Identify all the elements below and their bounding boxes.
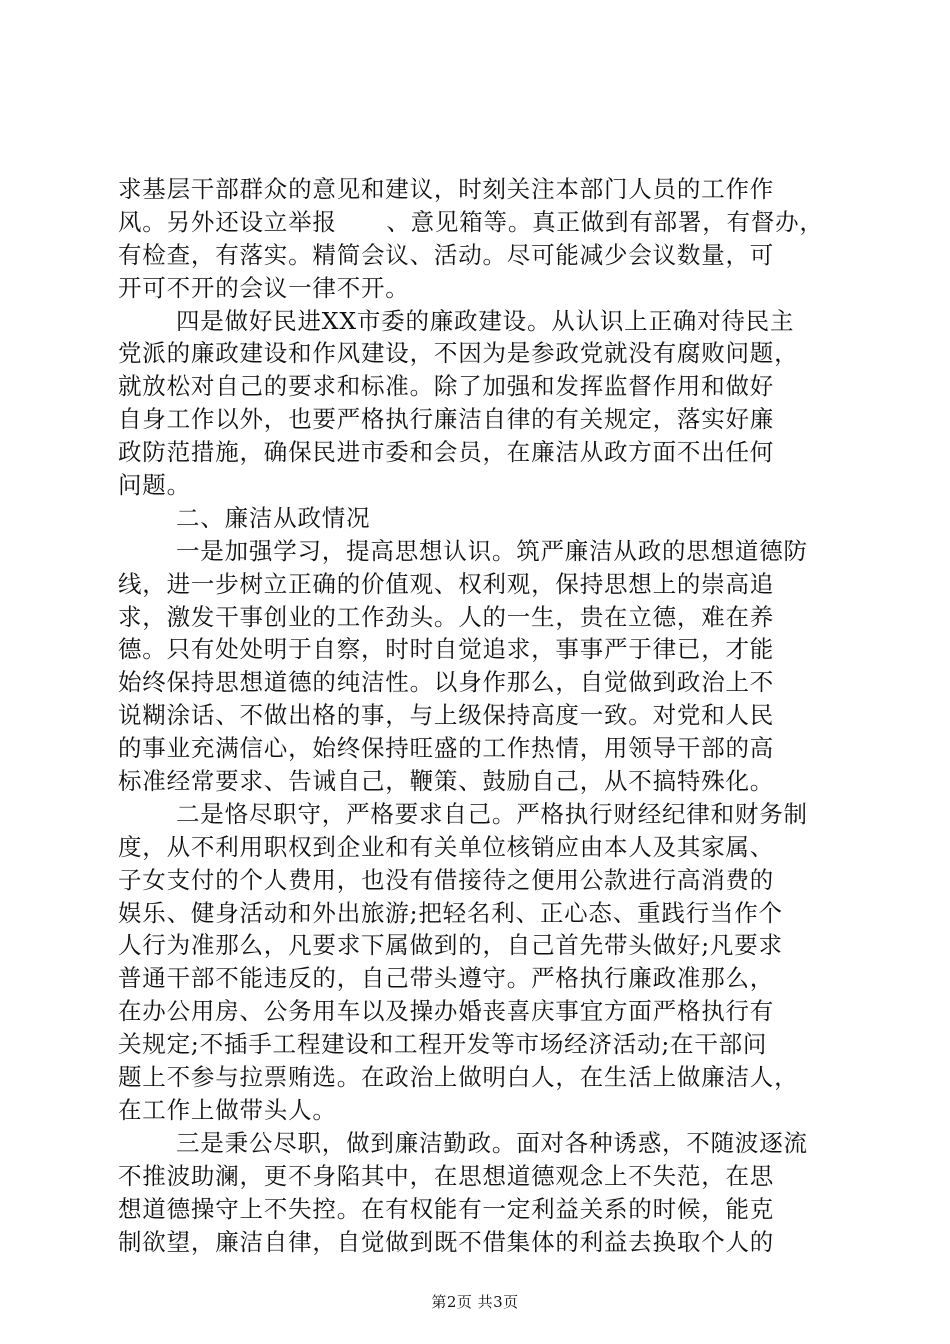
text-line: 制欲望，廉洁自律，自觉做到既不借集体的利益去换取个人的 [118,1227,775,1256]
text-line: 的事业充满信心，始终保持旺盛的工作热情，用领导干部的高 [118,734,775,763]
section-heading: 二、廉洁从政情况 [176,503,371,532]
text-line: 子女支付的个人费用，也没有借接待之便用公款进行高消费的 [118,865,775,894]
text-line: 普通干部不能违反的，自己带头遵守。严格执行廉政准那么， [118,964,775,993]
text-line: 想道德操守上不失控。在有权能有一定利益关系的时候，能克 [118,1194,775,1223]
text-line: 政防范措施，确保民进市委和会员，在廉洁从政方面不出任何 [118,438,775,467]
text-line: 人行为准那么，凡要求下属做到的，自己首先带头做好;凡要求 [118,931,783,960]
body-text [118,173,838,1258]
text-line: 开可不开的会议一律不开。 [118,273,410,302]
text-line: 题上不参与拉票贿选。在政治上做明白人，在生活上做廉洁人， [118,1063,799,1092]
text-line: 就放松对自己的要求和标准。除了加强和发挥监督作用和做好 [118,372,775,401]
text-line: 在办公用房、公务用车以及操办婚丧喜庆事宜方面严格执行有 [118,997,775,1026]
text-line: 娱乐、健身活动和外出旅游;把轻名利、正心态、重践行当作个 [118,898,783,927]
text-line: 求，激发干事创业的工作劲头。人的一生，贵在立德，难在养 [118,602,775,631]
text-line: 线，进一步树立正确的价值观、权利观，保持思想上的崇高追 [118,569,775,598]
text-line: 自身工作以外，也要严格执行廉洁自律的有关规定，落实好廉 [118,405,775,434]
page-footer [0,1291,950,1312]
page-number: 第2页 共3页 [431,1293,519,1311]
paragraph-start-line: 二是恪尽职守，严格要求自己。严格执行财经纪律和财务制 [176,799,808,828]
text-line: 在工作上做带头人。 [118,1095,337,1124]
text-line: 不推波助澜，更不身陷其中，在思想道德观念上不失范，在思 [118,1161,775,1190]
text-line: 度，从不利用职权到企业和有关单位核销应由本人及其家属、 [118,832,775,861]
paragraph-start-line: 一是加强学习，提高思想认识。筑严廉洁从政的思想道德防 [176,536,808,565]
text-line: 德。只有处处明于自察，时时自觉追求，事事严于律已，才能 [118,635,775,664]
text-line: 风。另外还设立举报 、意见箱等。真正做到有部署，有督办， [118,207,824,236]
text-line: 说糊涂话、不做出格的事，与上级保持高度一致。对党和人民 [118,701,775,730]
text-line: 关规定;不插手工程建设和工程开发等市场经济活动;在干部问 [118,1030,768,1059]
text-line: 有检查，有落实。精简会议、活动。尽可能减少会议数量，可 [118,240,775,269]
text-line: 党派的廉政建设和作风建设，不因为是参政党就没有腐败问题， [118,339,799,368]
paragraph-start-line: 四是做好民进XX市委的廉政建设。从认识上正确对待民主 [176,306,795,335]
text-line: 问题。 [118,471,191,500]
text-line: 始终保持思想道德的纯洁性。以身作那么，自觉做到政治上不 [118,668,775,697]
paragraph-start-line: 三是秉公尽职，做到廉洁勤政。面对各种诱惑，不随波逐流 [176,1128,808,1157]
text-line: 标准经常要求、告诫自己，鞭策、鼓励自己，从不搞特殊化。 [118,767,775,796]
text-line: 求基层干部群众的意见和建议，时刻关注本部门人员的工作作 [118,175,775,203]
